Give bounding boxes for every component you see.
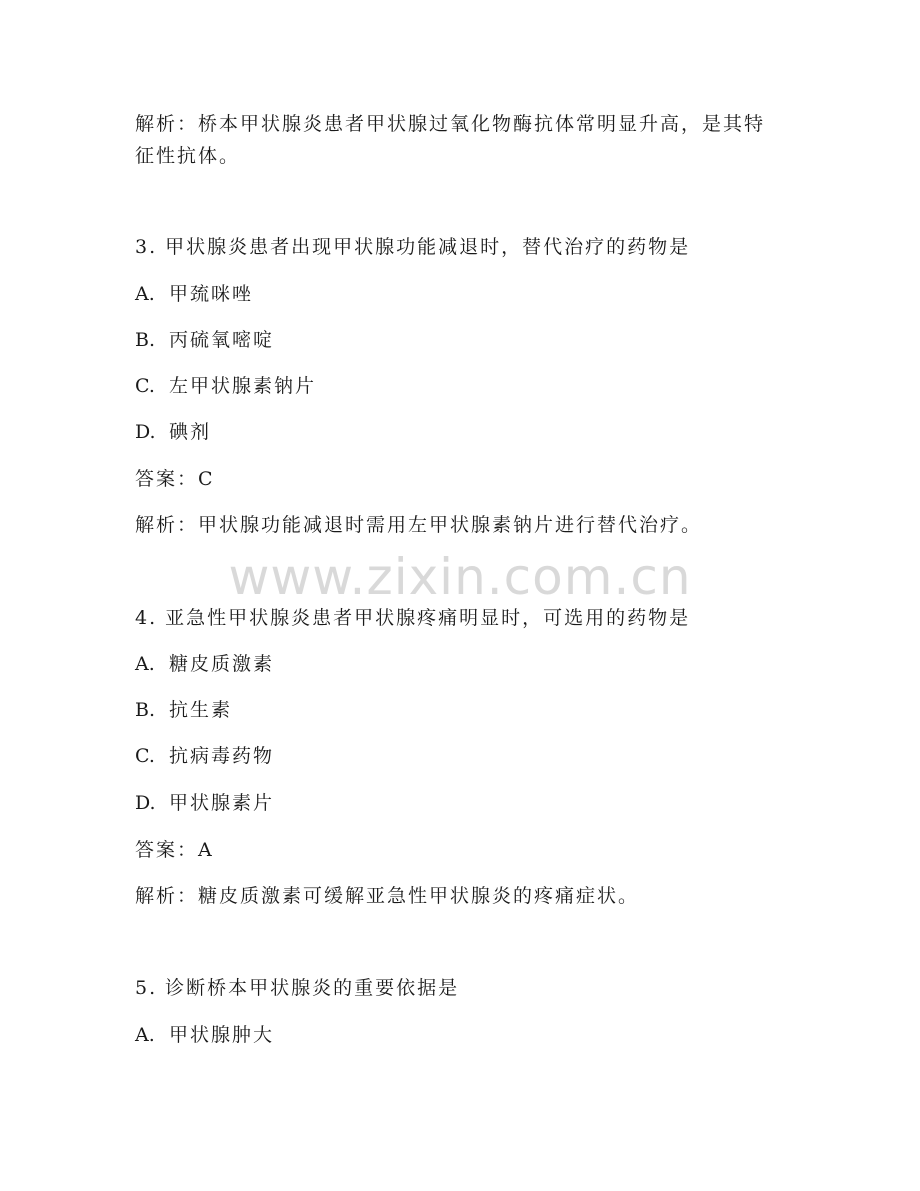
option-letter: B. xyxy=(135,329,156,351)
q3-explanation: 解析：甲状腺功能减退时需用左甲状腺素钠片进行替代治疗。 xyxy=(135,514,703,536)
option-text: 甲巯咪唑 xyxy=(169,283,254,305)
option-text: 糖皮质激素 xyxy=(169,653,275,675)
q4-option-d xyxy=(135,789,795,817)
q4-answer: 答案：A xyxy=(135,839,214,861)
q2-explanation-line2: 征性抗体。 xyxy=(135,145,241,167)
option-letter: C. xyxy=(135,745,155,767)
option-letter: A. xyxy=(135,653,155,675)
option-letter: D. xyxy=(135,421,156,443)
q3-question: 3. 甲状腺炎患者出现甲状腺功能减退时，替代治疗的药物是 xyxy=(135,236,691,258)
option-text: 甲状腺肿大 xyxy=(169,1024,275,1046)
q4-question: 4. 亚急性甲状腺炎患者甲状腺疼痛明显时，可选用的药物是 xyxy=(135,607,691,629)
option-letter: A. xyxy=(135,1024,155,1046)
option-letter: D. xyxy=(135,792,156,814)
q3-option-a xyxy=(135,280,795,308)
option-text: 抗病毒药物 xyxy=(169,745,275,767)
option-text: 左甲状腺素钠片 xyxy=(169,375,317,397)
q4-option-b xyxy=(135,696,795,724)
q4-option-c xyxy=(135,742,795,770)
q3-answer: 答案：C xyxy=(135,468,215,490)
option-text: 甲状腺素片 xyxy=(169,792,275,814)
option-text: 丙硫氧嘧啶 xyxy=(169,329,275,351)
q4-option-a xyxy=(135,650,795,678)
watermark: www.zixin.com.cn xyxy=(228,548,692,606)
q5-question: 5. 诊断桥本甲状腺炎的重要依据是 xyxy=(135,977,460,999)
q3-option-d xyxy=(135,418,795,446)
option-letter: C. xyxy=(135,375,155,397)
q5-option-a xyxy=(135,1021,795,1049)
q3-option-c xyxy=(135,372,795,400)
option-letter: A. xyxy=(135,283,155,305)
q4-explanation: 解析：糖皮质激素可缓解亚急性甲状腺炎的疼痛症状。 xyxy=(135,885,640,907)
q3-option-b xyxy=(135,326,795,354)
q2-explanation-line1: 解析：桥本甲状腺炎患者甲状腺过氧化物酶抗体常明显升高，是其特 xyxy=(135,113,766,135)
option-letter: B. xyxy=(135,699,156,721)
option-text: 抗生素 xyxy=(169,699,233,721)
option-text: 碘剂 xyxy=(169,421,212,443)
